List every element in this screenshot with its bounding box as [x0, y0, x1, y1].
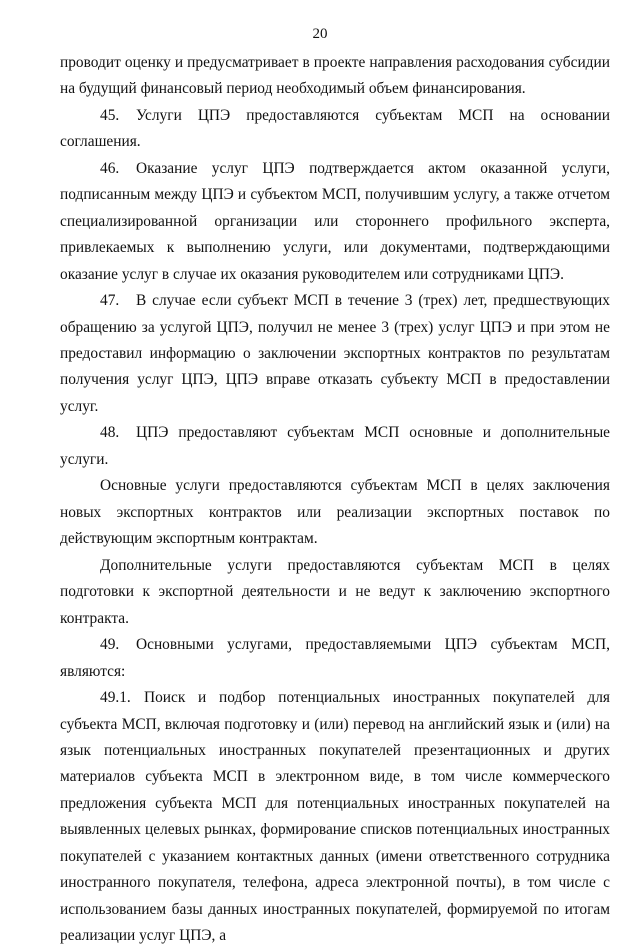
paragraph-text: Услуги ЦПЭ предоставляются субъектам МСП на основании соглашения.: [60, 107, 610, 151]
paragraph-number: 49.1.: [100, 689, 131, 707]
paragraph-main-services: [60, 473, 610, 552]
paragraph-text: Оказание услуг ЦПЭ подтверждается актом оказанной услуги, подписанным между ЦПЭ и субъектом МСП, получившим услугу, а также отчетом специализированной организации или стороннего профильного эксперта, привлекаемых к выполнению услуги, или документами, подтверждающими оказание услуг в случае их оказания руководителем или сотрудниками ЦПЭ.: [60, 160, 610, 283]
paragraph-text: проводит оценку и предусматривает в проекте направления расходования субсидии на будущий финансовый период необходимый объем финансирования.: [60, 54, 610, 98]
paragraph-number: 48.: [100, 424, 120, 442]
paragraph-text: В случае если субъект МСП в течение 3 (трех) лет, предшествующих обращению за услугой ЦПЭ, получил не менее 3 (трех) услуг ЦПЭ и при этом не предоставил информацию о заключении экспортных контрактов по результатам получения услуг ЦПЭ, ЦПЭ вправе отказать субъекту МСП в предоставлении услуг.: [60, 292, 610, 415]
page-number: 20: [312, 26, 328, 42]
paragraph-47: [60, 288, 610, 420]
paragraph-49-1: [60, 685, 610, 949]
paragraph-number: 47.: [100, 292, 120, 310]
paragraph-text: Основными услугами, предоставляемыми ЦПЭ субъектам МСП, являются:: [60, 636, 610, 680]
paragraph-46: [60, 156, 610, 288]
paragraph-continuation: [60, 50, 610, 103]
paragraph-text: Основные услуги предоставляются субъектам МСП в целях заключения новых экспортных контрактов или реализации экспортных поставок по действующим экспортным контрактам.: [60, 477, 610, 548]
paragraph-additional-services: [60, 553, 610, 632]
paragraph-number: 49.: [100, 636, 120, 654]
paragraph-45: [60, 103, 610, 156]
paragraph-text: ЦПЭ предоставляют субъектам МСП основные и дополнительные услуги.: [60, 424, 610, 468]
document-body: [60, 50, 610, 950]
paragraph-number: 46.: [100, 160, 120, 177]
paragraph-text: Поиск и подбор потенциальных иностранных покупателей для субъекта МСП, включая подготовку и (или) перевод на английский язык и (или) на язык потенциальных иностранных покупателей презентационных и других материалов субъекта МСП в электронном виде, в том числе коммерческого предложения субъекта МСП для потенциальных иностранных покупателей на выявленных целевых рынках, формирование списков потенциальных иностранных покупателей с указанием контактных данных (имени ответственного сотрудника иностранного покупателя, телефона, адреса электронной почты), в том числе с использованием базы данных иностранных покупателей, формируемой по итогам реализации услуг ЦПЭ, а: [60, 689, 610, 944]
paragraph-48: [60, 420, 610, 473]
paragraph-49: [60, 632, 610, 685]
paragraph-text: Дополнительные услуги предоставляются субъектам МСП в целях подготовки к экспортной деятельности и не ведут к заключению экспортного контракта.: [60, 556, 610, 627]
paragraph-number: 45.: [100, 107, 120, 124]
